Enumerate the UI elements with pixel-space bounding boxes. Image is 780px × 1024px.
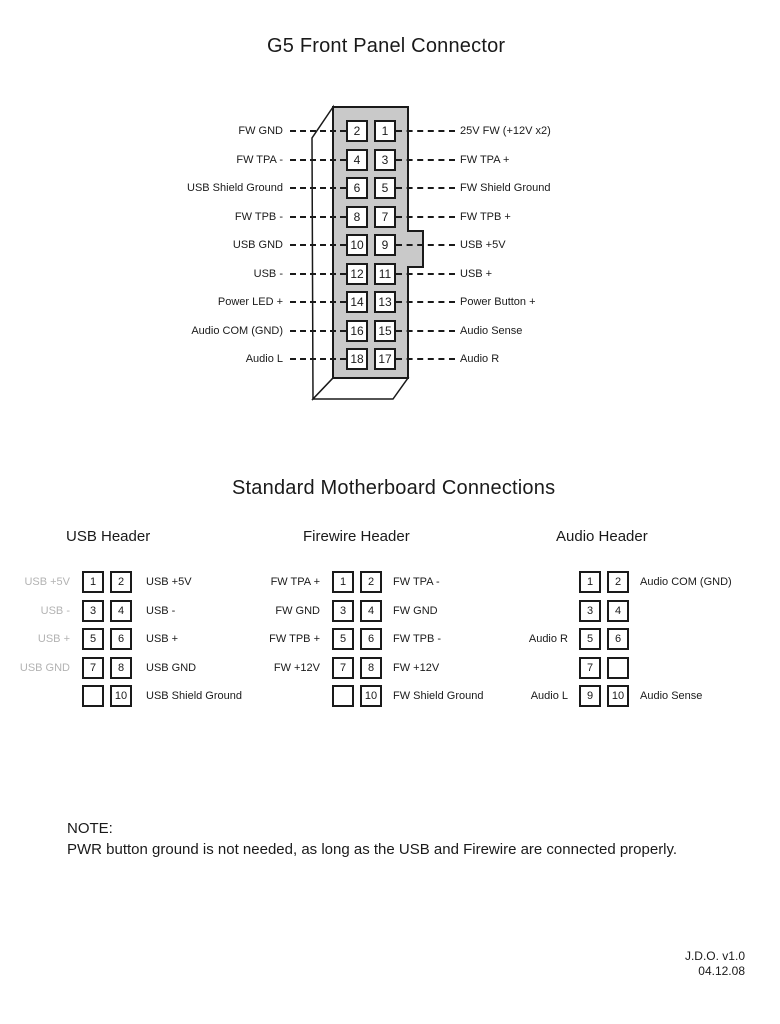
header-pin-left-label: USB + <box>37 633 70 645</box>
pin-right-label: 25V FW (+12V x2) <box>460 125 551 137</box>
header-pin-left-label: FW TPB + <box>269 633 320 645</box>
connector-row <box>0 263 780 285</box>
dash-line-right <box>396 187 455 189</box>
pin-box-right: 1 <box>374 120 396 142</box>
header-pin-left-label: FW TPA + <box>270 576 320 588</box>
header-pin-box-left: 3 <box>579 600 601 622</box>
note-text: PWR button ground is not needed, as long as the USB and Firewire are connected properly. <box>67 841 678 858</box>
header-pin-right-label: Audio COM (GND) <box>640 576 732 588</box>
header-pin-right-label: FW +12V <box>393 662 440 674</box>
dash-line-left <box>290 159 346 161</box>
connector-row <box>0 320 780 342</box>
header-pin-box-right: 2 <box>607 571 629 593</box>
header-pin-left-label: Audio L <box>530 690 568 702</box>
dash-line-left <box>290 216 346 218</box>
dash-line-right <box>396 273 455 275</box>
pin-left-label: USB Shield Ground <box>187 182 283 194</box>
header-pin-box-right: 4 <box>360 600 382 622</box>
dash-line-right <box>396 159 455 161</box>
pin-left-label: FW GND <box>238 125 283 137</box>
header-pin-box-right: 6 <box>360 628 382 650</box>
header-pin-right-label: FW GND <box>393 605 438 617</box>
connector-row <box>0 348 780 370</box>
pin-box-left: 18 <box>346 348 368 370</box>
firewire-header-title: Firewire Header <box>303 528 410 545</box>
dash-line-right <box>396 330 455 332</box>
header-pin-box-left: 1 <box>332 571 354 593</box>
pin-right-label: Audio Sense <box>460 325 523 337</box>
header-pin-box-right: 10 <box>607 685 629 707</box>
header-pin-left-label: FW +12V <box>273 662 320 674</box>
header-pin-box-left: 5 <box>332 628 354 650</box>
header-pin-box-right: 4 <box>110 600 132 622</box>
connector-row <box>0 120 780 142</box>
note-title: NOTE: <box>67 820 113 837</box>
pin-left-label: Audio COM (GND) <box>191 325 283 337</box>
pin-left-label: Power LED + <box>217 296 283 308</box>
audio-header-row <box>0 657 780 679</box>
audio-header-row <box>0 628 780 650</box>
pin-box-left: 10 <box>346 234 368 256</box>
header-pin-box-right: 8 <box>110 657 132 679</box>
pin-box-left: 16 <box>346 320 368 342</box>
date-label: 04.12.08 <box>698 964 745 978</box>
page-title: G5 Front Panel Connector <box>267 35 506 57</box>
pin-box-left: 14 <box>346 291 368 313</box>
dash-line-right <box>396 130 455 132</box>
header-pin-box-right: 2 <box>110 571 132 593</box>
dash-line-right <box>396 244 455 246</box>
dash-line-right <box>396 301 455 303</box>
dash-line-left <box>290 301 346 303</box>
note-block <box>67 818 727 860</box>
connector-row <box>0 206 780 228</box>
pin-box-right: 15 <box>374 320 396 342</box>
pin-right-label: Power Button + <box>460 296 536 308</box>
section-title: Standard Motherboard Connections <box>232 477 556 499</box>
pin-box-right: 17 <box>374 348 396 370</box>
header-pin-left-label: USB - <box>40 605 70 617</box>
header-pin-box-left: 7 <box>579 657 601 679</box>
audio-header-row <box>0 600 780 622</box>
connector-row <box>0 291 780 313</box>
pin-box-left: 4 <box>346 149 368 171</box>
header-pin-right-label: Audio Sense <box>640 690 703 702</box>
pin-box-left: 12 <box>346 263 368 285</box>
header-pin-left-label: USB GND <box>19 662 70 674</box>
header-pin-box-left: 1 <box>579 571 601 593</box>
header-pin-box-right: 2 <box>360 571 382 593</box>
header-pin-right-label: USB +5V <box>146 576 192 588</box>
pin-right-label: FW TPB + <box>460 211 511 223</box>
header-pin-box-right: 6 <box>110 628 132 650</box>
pin-right-label: FW TPA + <box>460 154 510 166</box>
header-pin-box-right: 10 <box>360 685 382 707</box>
pin-box-right: 3 <box>374 149 396 171</box>
connector-row <box>0 234 780 256</box>
pin-right-label: FW Shield Ground <box>460 182 551 194</box>
header-pin-left-label: USB +5V <box>24 576 70 588</box>
header-pin-box-left: 7 <box>332 657 354 679</box>
header-pin-box-left: 9 <box>579 685 601 707</box>
header-pin-right-label: FW TPB - <box>393 633 442 645</box>
pin-left-label: USB - <box>253 268 283 280</box>
header-pin-box-right: 10 <box>110 685 132 707</box>
header-pin-box-left: 5 <box>579 628 601 650</box>
connector-row <box>0 177 780 199</box>
pin-right-label: Audio R <box>460 353 500 365</box>
pin-left-label: Audio L <box>245 353 283 365</box>
dash-line-left <box>290 273 346 275</box>
version-label: J.D.O. v1.0 <box>684 949 745 963</box>
header-pin-right-label: FW TPA - <box>393 576 440 588</box>
header-pin-box-left: 3 <box>332 600 354 622</box>
audio-header-row <box>0 571 780 593</box>
dash-line-left <box>290 330 346 332</box>
header-pin-right-label: USB GND <box>146 662 197 674</box>
header-pin-box-left: 3 <box>82 600 104 622</box>
pin-right-label: USB + <box>460 268 493 280</box>
pin-left-label: FW TPA - <box>236 154 283 166</box>
dash-line-left <box>290 358 346 360</box>
header-pin-right-label: USB + <box>146 633 179 645</box>
pin-box-left: 8 <box>346 206 368 228</box>
header-pin-box-right <box>607 657 629 679</box>
header-pin-box-left: 1 <box>82 571 104 593</box>
header-pin-box-right: 4 <box>607 600 629 622</box>
pin-box-right: 9 <box>374 234 396 256</box>
audio-header-title: Audio Header <box>556 528 648 545</box>
header-pin-box-right: 8 <box>360 657 382 679</box>
pin-box-right: 13 <box>374 291 396 313</box>
header-pin-left-label: FW GND <box>275 605 320 617</box>
header-pin-box-left: 5 <box>82 628 104 650</box>
pin-left-label: USB GND <box>232 239 283 251</box>
audio-header-row <box>0 685 780 707</box>
pin-box-right: 5 <box>374 177 396 199</box>
footer <box>685 949 745 979</box>
dash-line-right <box>396 358 455 360</box>
header-pin-right-label: FW Shield Ground <box>393 690 484 702</box>
header-pin-box-left: 7 <box>82 657 104 679</box>
header-pin-left-label: Audio R <box>528 633 568 645</box>
usb-header-title: USB Header <box>66 528 151 545</box>
header-pin-box-right: 6 <box>607 628 629 650</box>
dash-line-right <box>396 216 455 218</box>
connector-row <box>0 149 780 171</box>
pin-right-label: USB +5V <box>460 239 506 251</box>
dash-line-left <box>290 130 346 132</box>
header-pin-right-label: USB Shield Ground <box>146 690 242 702</box>
pin-box-left: 6 <box>346 177 368 199</box>
pin-box-right: 7 <box>374 206 396 228</box>
dash-line-left <box>290 187 346 189</box>
dash-line-left <box>290 244 346 246</box>
pin-left-label: FW TPB - <box>234 211 283 223</box>
pin-box-right: 11 <box>374 263 396 285</box>
pin-box-left: 2 <box>346 120 368 142</box>
header-pin-right-label: USB - <box>146 605 176 617</box>
